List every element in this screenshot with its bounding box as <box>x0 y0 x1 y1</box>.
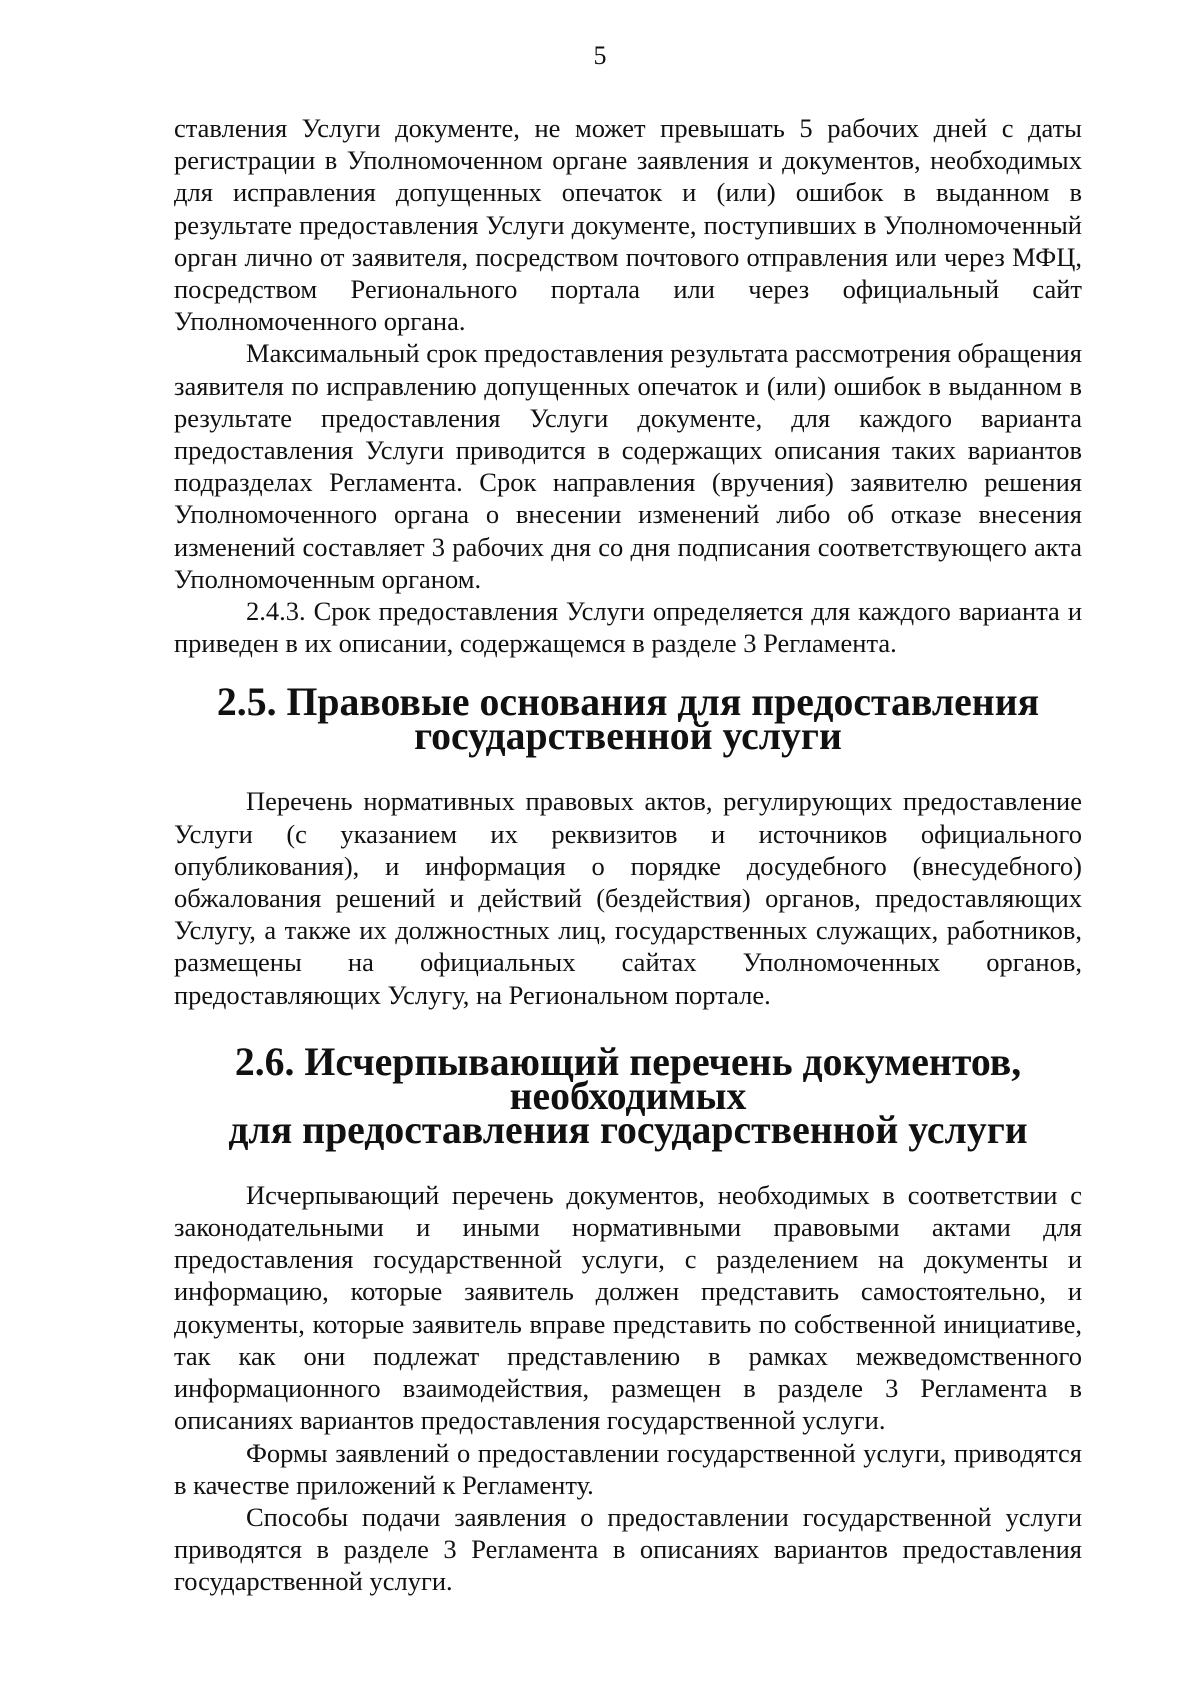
heading-2-5-line-2: государственной услуги <box>414 714 842 759</box>
paragraph-submission-methods: Способы подачи заявления о предоставлении государственной услуги приводятся в разделе 3 Регламента в описаниях вариантов предоставления государственной услуги. <box>174 1501 1082 1597</box>
section-heading-2-5 <box>174 680 1082 759</box>
heading-2-6-line-2: для предоставления государственной услуги <box>228 1107 1028 1152</box>
paragraph-documents-list: Исчерпывающий перечень документов, необходимых в соответствии с законодательными и иными нормативными правовыми актами для предоставления государственной услуги, с разделением на документы и информацию, которые заявитель должен представить самостоятельно, и документы, которые заявитель вправе представить по собственной инициативе, так как они подлежат представлению в рамках межведомственного информационного взаимодействия, размещен в разделе 3 Регламента в описаниях вариантов предоставления государственной услуги. <box>174 1179 1082 1436</box>
document-body <box>174 112 1082 1598</box>
heading-2-6-line-1: 2.6. Исчерпывающий перечень документов, необходимых <box>234 1039 1022 1118</box>
paragraph-2-4-3: 2.4.3. Срок предоставления Услуги определяется для каждого варианта и приведен в их описании, содержащемся в разделе 3 Регламента. <box>174 596 1082 659</box>
paragraph-max-term: Максимальный срок предоставления результата рассмотрения обращения заявителя по исправлению допущенных опечаток и (или) ошибок в выданном в результате предоставления Услуги документе, для каждого варианта предоставления Услуги приводится в содержащих описания таких вариантов подразделах Регламента. Срок направления (вручения) заявителю решения Уполномоченного органа о внесении изменений либо об отказе внесения изменений составляет 3 рабочих дня со дня подписания соответствующего акта Уполномоченным органом. <box>174 338 1082 594</box>
paragraph-continuation: ставления Услуги документе, не может превышать 5 рабочих дней с даты регистрации в Уполномоченном органе заявления и документов, необходимых для исправления допущенных опечаток и (или) ошибок в выданном в результате предоставления Услуги документе, поступивших в Уполномоченный орган лично от заявителя, посредством почтового отправления или через МФЦ, посредством Регионального портала или через официальный сайт Уполномоченного органа. <box>174 113 1082 337</box>
section-heading-2-6 <box>174 1039 1082 1152</box>
paragraph-application-forms: Формы заявлений о предоставлении государственной услуги, приводятся в качестве приложений к Регламенту. <box>174 1437 1082 1500</box>
page-number: 5 <box>593 41 607 70</box>
paragraph-legal-acts: Перечень нормативных правовых актов, регулирующих предоставление Услуги (с указанием их реквизитов и источников официального опубликования), и информация о порядке досудебного (внесудебного) обжалования решений и действий (бездействия) органов, предоставляющих Услугу, а также их должностных лиц, государственных служащих, работников, размещены на официальных сайтах Уполномоченных органов, предоставляющих Услугу, на Региональном портале. <box>174 786 1082 1010</box>
heading-2-5-line-1: 2.5. Правовые основания для предоставления <box>216 680 1040 725</box>
